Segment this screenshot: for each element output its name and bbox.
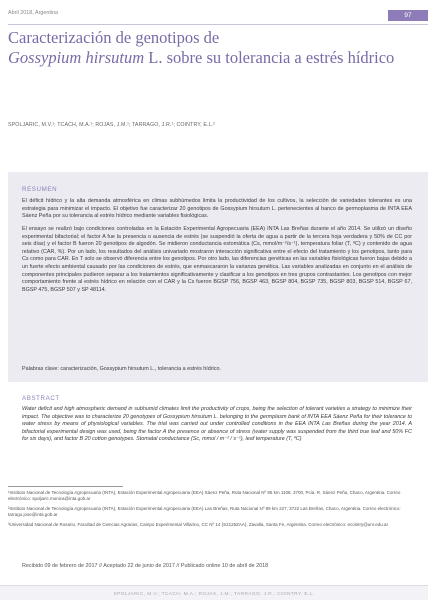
title-species: Gossypium hirsutum [8, 47, 145, 67]
footnote-3: ³Universidad Nacional de Rosario, Facultad de Ciencias Agrarias, Campo Experimental Villarino, CC Nº 14 (S2125ZAA), Zavalla, Santa Fe, Argentina. Correo electrónico: ecointry@unr.edu.ar [8, 522, 389, 527]
resumen-heading: RESUMEN [22, 186, 58, 193]
article-title [8, 28, 408, 67]
resumen-paragraph-1: El déficit hídrico y la alta demanda atmosférica en climas subhúmedos limita la productividad de los cultivos, la selección de variedades tolerantes es una estrategia para minimizar el impacto. El objetivo fue caracterizar 20 genotipos de Gossypium hirsutum L. pertenecientes al banco de germoplasma de INTA EEA Sáenz Peña por su tolerancia al estrés hídrico mediante variables fisiológicas. [22, 198, 412, 220]
resumen-paragraph-2: El ensayo se realizó bajo condiciones controladas en la Estación Experimental Agropecuaria (EEA) INTA Las Breñas durante el año 2014. Se utilizó un diseño experimental bifactorial; el factor A fue la presencia o ausencia de estrés (se suspendió la oferta de agua a partir de la tercera hoja verdadera y 50% de CC por seis días) y el factor B fueron 20 genotipos de algodón. Se midieron conductancia estomática (Cs, mmol/m⁻²/s⁻¹), temperatura foliar (T, ºC) y contenido de agua relativo (CAR, %). Por un lado, los resultados del análisis univariado mostraron interacción significativa entre el efecto del tratamiento y los genotipos, tanto para Cs como para CAR. En T solo se observó diferencia entre los genotipos. Por otro lado, las diferencias genéticas en las variables fisiológicas fueron bajas debido a un fuerte efecto ambiental causado por las condiciones de estrés, que enmascararon la varianza genética. Las variables analizadas en conjunto en el análisis de componentes principales pudieron separar a los tratamientos significativamente y clasificar a los genotipos en tres grupos contrastantes. Los genotipos con mejor comportamiento frente al estrés hídrico en relación con el CAR y la Cs fueron BGSP 756, BGSP 463, BGSP 804, BGSP 735, BGSP 803, BGSP 514, BGSP 67, BGSP 475, BGSP 507 y SP 48114. [22, 226, 412, 293]
author-list: SPOLJARIC, M.V.¹; TCACH, M.A.¹; ROJAS, J.M.¹; TARRAGO, J.R.¹; COINTRY, E.L.² [8, 122, 216, 128]
abstract-paragraph: Water deficit and high atmospheric demand in subhumid climates limit the productivity of crops, being the selection of tolerant varieties a strategy to minimize their impact. The objective was to characterize 20 genotypes of Gossypium hirsutum L. belonging to the germplasm bank of INTA EEA Sáenz Peña for their tolerance to water stress by means of physiological variables. The trial was carried out under controlled conditions in the EEA INTA Las Breñas during the year 2014. A bifactorial experimental design was used, being the factor A the presence or absence of stress (water supply was suspended from the third true leaf and 50% FC for six days), and factor B 20 cotton genotypes. Stomatal conductance (Sc, mmol / m⁻² / s⁻¹), leaf temperature (T, ºC) [22, 406, 412, 443]
running-head: Abril 2018, Argentina [8, 10, 59, 16]
title-part-2: L. sobre su tolerancia a estrés hídrico [148, 47, 395, 67]
abstract-heading: ABSTRACT [22, 395, 60, 402]
footer-authors: SPOLJARIC, M.V.; TCACH, M.A.; ROJAS, J.M.; TARRAGO, J.R.; COINTRY, E.L. [113, 592, 315, 597]
footnote-2: ²Instituto Nacional de Tecnología Agropecuaria (INTA), Estación Experimental Agropecuaria (EEA) Las Breñas, Ruta Nacional Nº 89 km 227, 3722 Las Breñas, Chaco, Argentina. Correo electrónico: tarrago.jose@inta.gob.ar [8, 506, 401, 518]
footnote-rule [8, 486, 123, 487]
page-number-tab: 97 [388, 10, 428, 21]
header-rule [8, 24, 428, 25]
received-dates: Recibido 09 de febrero de 2017 // Aceptado 22 de junio de 2017 // Publicado online 10 de abril de 2018 [22, 563, 269, 569]
footnote-1: ¹Instituto Nacional de Tecnología Agropecuaria (INTA), Estación Experimental Agropecuaria (EEA) Sáenz Peña, Ruta Nacional Nº 95 km 1108, 3700, Pcia. R. Sáenz Peña, Chaco, Argentina. Correo electrónico: spoljaric.monica@inta.gob.ar [8, 490, 401, 502]
title-part-1: Caracterización de genotipos de [8, 28, 220, 47]
keywords: Palabras clave: caracterización, Gossypium hirsutum L., tolerancia a estrés hídrico. [22, 366, 221, 372]
